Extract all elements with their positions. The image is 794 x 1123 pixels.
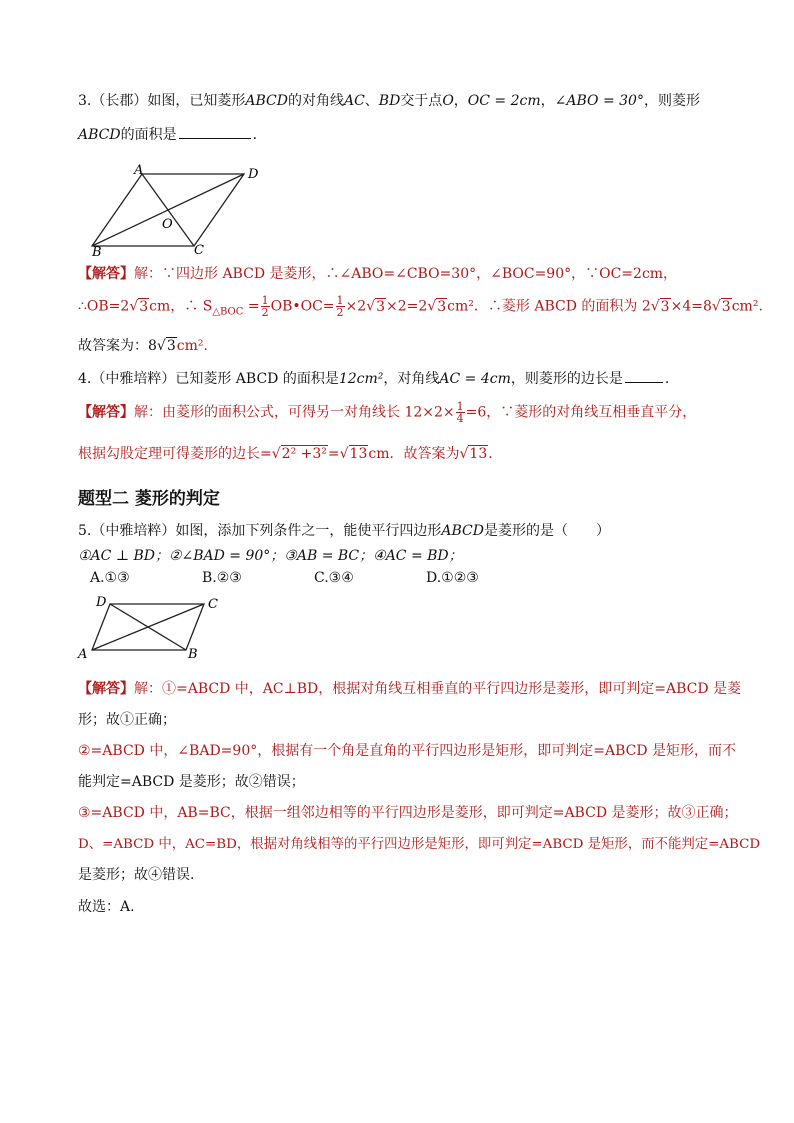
- q4-text: ，则菱形的边长是: [510, 371, 623, 387]
- answer-text: ∴OB=2: [78, 298, 130, 315]
- answer-tag: 【解答】: [78, 681, 134, 697]
- q3-text: OC = 2cm: [467, 93, 541, 109]
- q3-text: AC: [343, 93, 365, 109]
- sqrt-radicand: 3: [376, 298, 386, 315]
- q5-options: [90, 570, 538, 586]
- diagonal-bd: [110, 604, 186, 650]
- answer-text: OB•OC=: [270, 298, 335, 315]
- q4-text: ，对角线: [383, 371, 440, 387]
- sqrt-radicand: 13: [349, 446, 368, 462]
- denominator: 2: [261, 306, 269, 319]
- answer-text: cm².: [176, 338, 208, 354]
- label-c: C: [194, 243, 204, 258]
- diagonal-bd: [92, 174, 244, 246]
- denominator: 2: [336, 306, 344, 319]
- q3-text: ，: [453, 93, 468, 109]
- q3-answer-line-1: [78, 263, 677, 283]
- q3-text: BD: [378, 93, 401, 109]
- q3-answer-line-3: 故答案为：8√3cm².: [78, 338, 208, 354]
- q3-text: O: [442, 93, 454, 109]
- q4-answer-line-2: 根据勾股定理可得菱形的边长=√2² +3²=√13cm．故答案为√13.: [78, 446, 493, 462]
- denominator: 4: [456, 412, 464, 425]
- sqrt-radicand: 13: [469, 446, 488, 462]
- answer-text: 解：由菱形的面积公式，可得另一对角线长 12×2×: [134, 404, 455, 421]
- label-b: B: [92, 245, 102, 260]
- label-a: A: [78, 647, 88, 662]
- sqrt-radicand: 3: [660, 298, 670, 315]
- answer-blank: [625, 381, 663, 383]
- q3-text: ABCD: [245, 93, 288, 109]
- q3-text: ABCD: [78, 127, 121, 143]
- q4-text: 12cm²: [338, 371, 384, 387]
- q5-conditions: ①AC ⊥ BD；②∠BAD = 90°；③AB = BC；④AC = BD；: [78, 548, 463, 564]
- q5-text: ABCD: [441, 523, 484, 539]
- answer-text: 解：①=ABCD 中，AC⊥BD，根据对角线互相垂直的平行四边形是菱形，即可判定=ABCD 是菱: [134, 681, 742, 697]
- answer-text: 根据勾股定理可得菱形的边长=: [78, 446, 272, 462]
- answer-text: cm．故答案为: [368, 446, 460, 462]
- q5-answer-line-2: 形；故①正确；: [78, 712, 176, 728]
- numerator: 1: [456, 400, 464, 413]
- q5-answer-line-4: 能判定=ABCD 是菱形；故②错误；: [78, 774, 305, 790]
- answer-text: =6，∵菱形的对角线互相垂直平分，: [465, 404, 697, 421]
- q5-parallelogram-figure: [74, 594, 234, 666]
- q5-stem-line-1: [78, 520, 610, 540]
- option-a[interactable]: A.①③: [90, 570, 130, 586]
- q3-stem-line-1: [78, 90, 700, 110]
- q5-answer-line-7: 是菱形；故④错误.: [78, 867, 195, 883]
- answer-text: ×2=2: [386, 298, 428, 315]
- label-a: A: [134, 163, 144, 178]
- answer-blank: [179, 137, 251, 139]
- q5-answer-line-5: ③=ABCD 中，AB=BC，根据一组邻边相等的平行四边形是菱形，即可判定=ABCD 是菱形；故③正确；: [78, 805, 738, 821]
- answer-text: cm².: [731, 298, 763, 315]
- numerator: 1: [261, 294, 269, 307]
- q5-answer-line-6: D、=ABCD 中，AC=BD，根据对角线相等的平行四边形是矩形，即可判定=ABCD 是矩形，而不能判定=ABCD: [78, 837, 761, 852]
- answer-tag: 【解答】: [78, 404, 134, 421]
- answer-text: ×4=8: [670, 298, 712, 315]
- q3-rhombus-figure: [86, 160, 276, 260]
- option-b[interactable]: B.②③: [202, 570, 242, 586]
- fraction-half: [336, 295, 345, 318]
- numerator: 1: [336, 294, 344, 307]
- sqrt-radicand: 2² +3²: [281, 446, 327, 462]
- sqrt-radicand: 3: [139, 298, 149, 315]
- q3-stem-line-2: [78, 124, 257, 144]
- option-d[interactable]: D.①②③: [426, 570, 479, 586]
- sqrt-radicand: 3: [437, 298, 447, 315]
- sqrt-radicand: 3: [721, 298, 731, 315]
- q3-text: ，: [540, 93, 555, 109]
- q3-text: ∠ABO = 30°: [554, 93, 644, 109]
- q3-text: 的面积是: [120, 127, 177, 143]
- answer-text: =: [243, 298, 260, 315]
- q5-answer-line-3: ②=ABCD 中，∠BAD=90°，根据有一个角是直角的平行四边形是矩形，即可判定=ABCD 是矩形，而不: [78, 743, 736, 759]
- label-o: O: [162, 217, 173, 232]
- answer-text: 故答案为：8: [78, 338, 157, 354]
- q4-stem: [78, 368, 669, 388]
- answer-text: 解：∵四边形 ABCD 是菱形，∴∠ABO=∠CBO=30°，∠BOC=90°，∵OC=2cm，: [134, 266, 678, 282]
- triangle-subscript: △BOC: [212, 306, 244, 318]
- q3-text: 3.（长郡）如图，已知菱形: [78, 93, 246, 109]
- label-d: D: [248, 167, 259, 182]
- q3-text: 交于点: [400, 93, 443, 109]
- answer-text: ×2: [345, 298, 367, 315]
- label-b: B: [188, 647, 198, 662]
- q3-text: .: [252, 127, 258, 143]
- q5-answer-line-8: 故选：A.: [78, 899, 135, 915]
- fraction-quarter: [456, 401, 465, 424]
- q4-text: .: [664, 371, 670, 387]
- answer-text: =: [327, 446, 340, 462]
- fraction-half: [261, 295, 270, 318]
- q3-text: 的对角线: [287, 93, 344, 109]
- q3-text: 、: [364, 93, 379, 109]
- answer-text: .: [488, 446, 493, 462]
- section-heading: 题型二 菱形的判定: [78, 489, 220, 509]
- q4-text: AC = 4cm: [439, 371, 511, 387]
- sqrt-radicand: 3: [166, 338, 176, 354]
- answer-text: cm²．∴菱形 ABCD 的面积为 2: [447, 298, 651, 315]
- answer-text: cm，∴ S: [149, 298, 213, 315]
- q3-answer-line-2: ∴OB=2√3cm，∴ $S_{\triangle BOC}$ = $\frac{1}{2}$ OB•OC= $\frac{1}{2}$ ×2√3×2=2√3cm²．∴菱形 ABCD 的面积为 2√3×4=8√3cm².: [78, 294, 763, 319]
- q4-text: 4.（中雅培粹）已知菱形 ABCD 的面积是: [78, 371, 339, 387]
- q5-text: 是菱形的是（ ）: [483, 523, 610, 539]
- q3-text: ，则菱形: [643, 93, 700, 109]
- label-d: D: [96, 595, 107, 610]
- q5-text: 5.（中雅培粹）如图，添加下列条件之一，能使平行四边形: [78, 523, 442, 539]
- label-c: C: [208, 597, 218, 612]
- q5-answer-line-1: [78, 678, 741, 698]
- answer-tag: 【解答】: [78, 266, 134, 282]
- q4-answer-line-1: [78, 401, 696, 424]
- option-c[interactable]: C.③④: [314, 570, 354, 586]
